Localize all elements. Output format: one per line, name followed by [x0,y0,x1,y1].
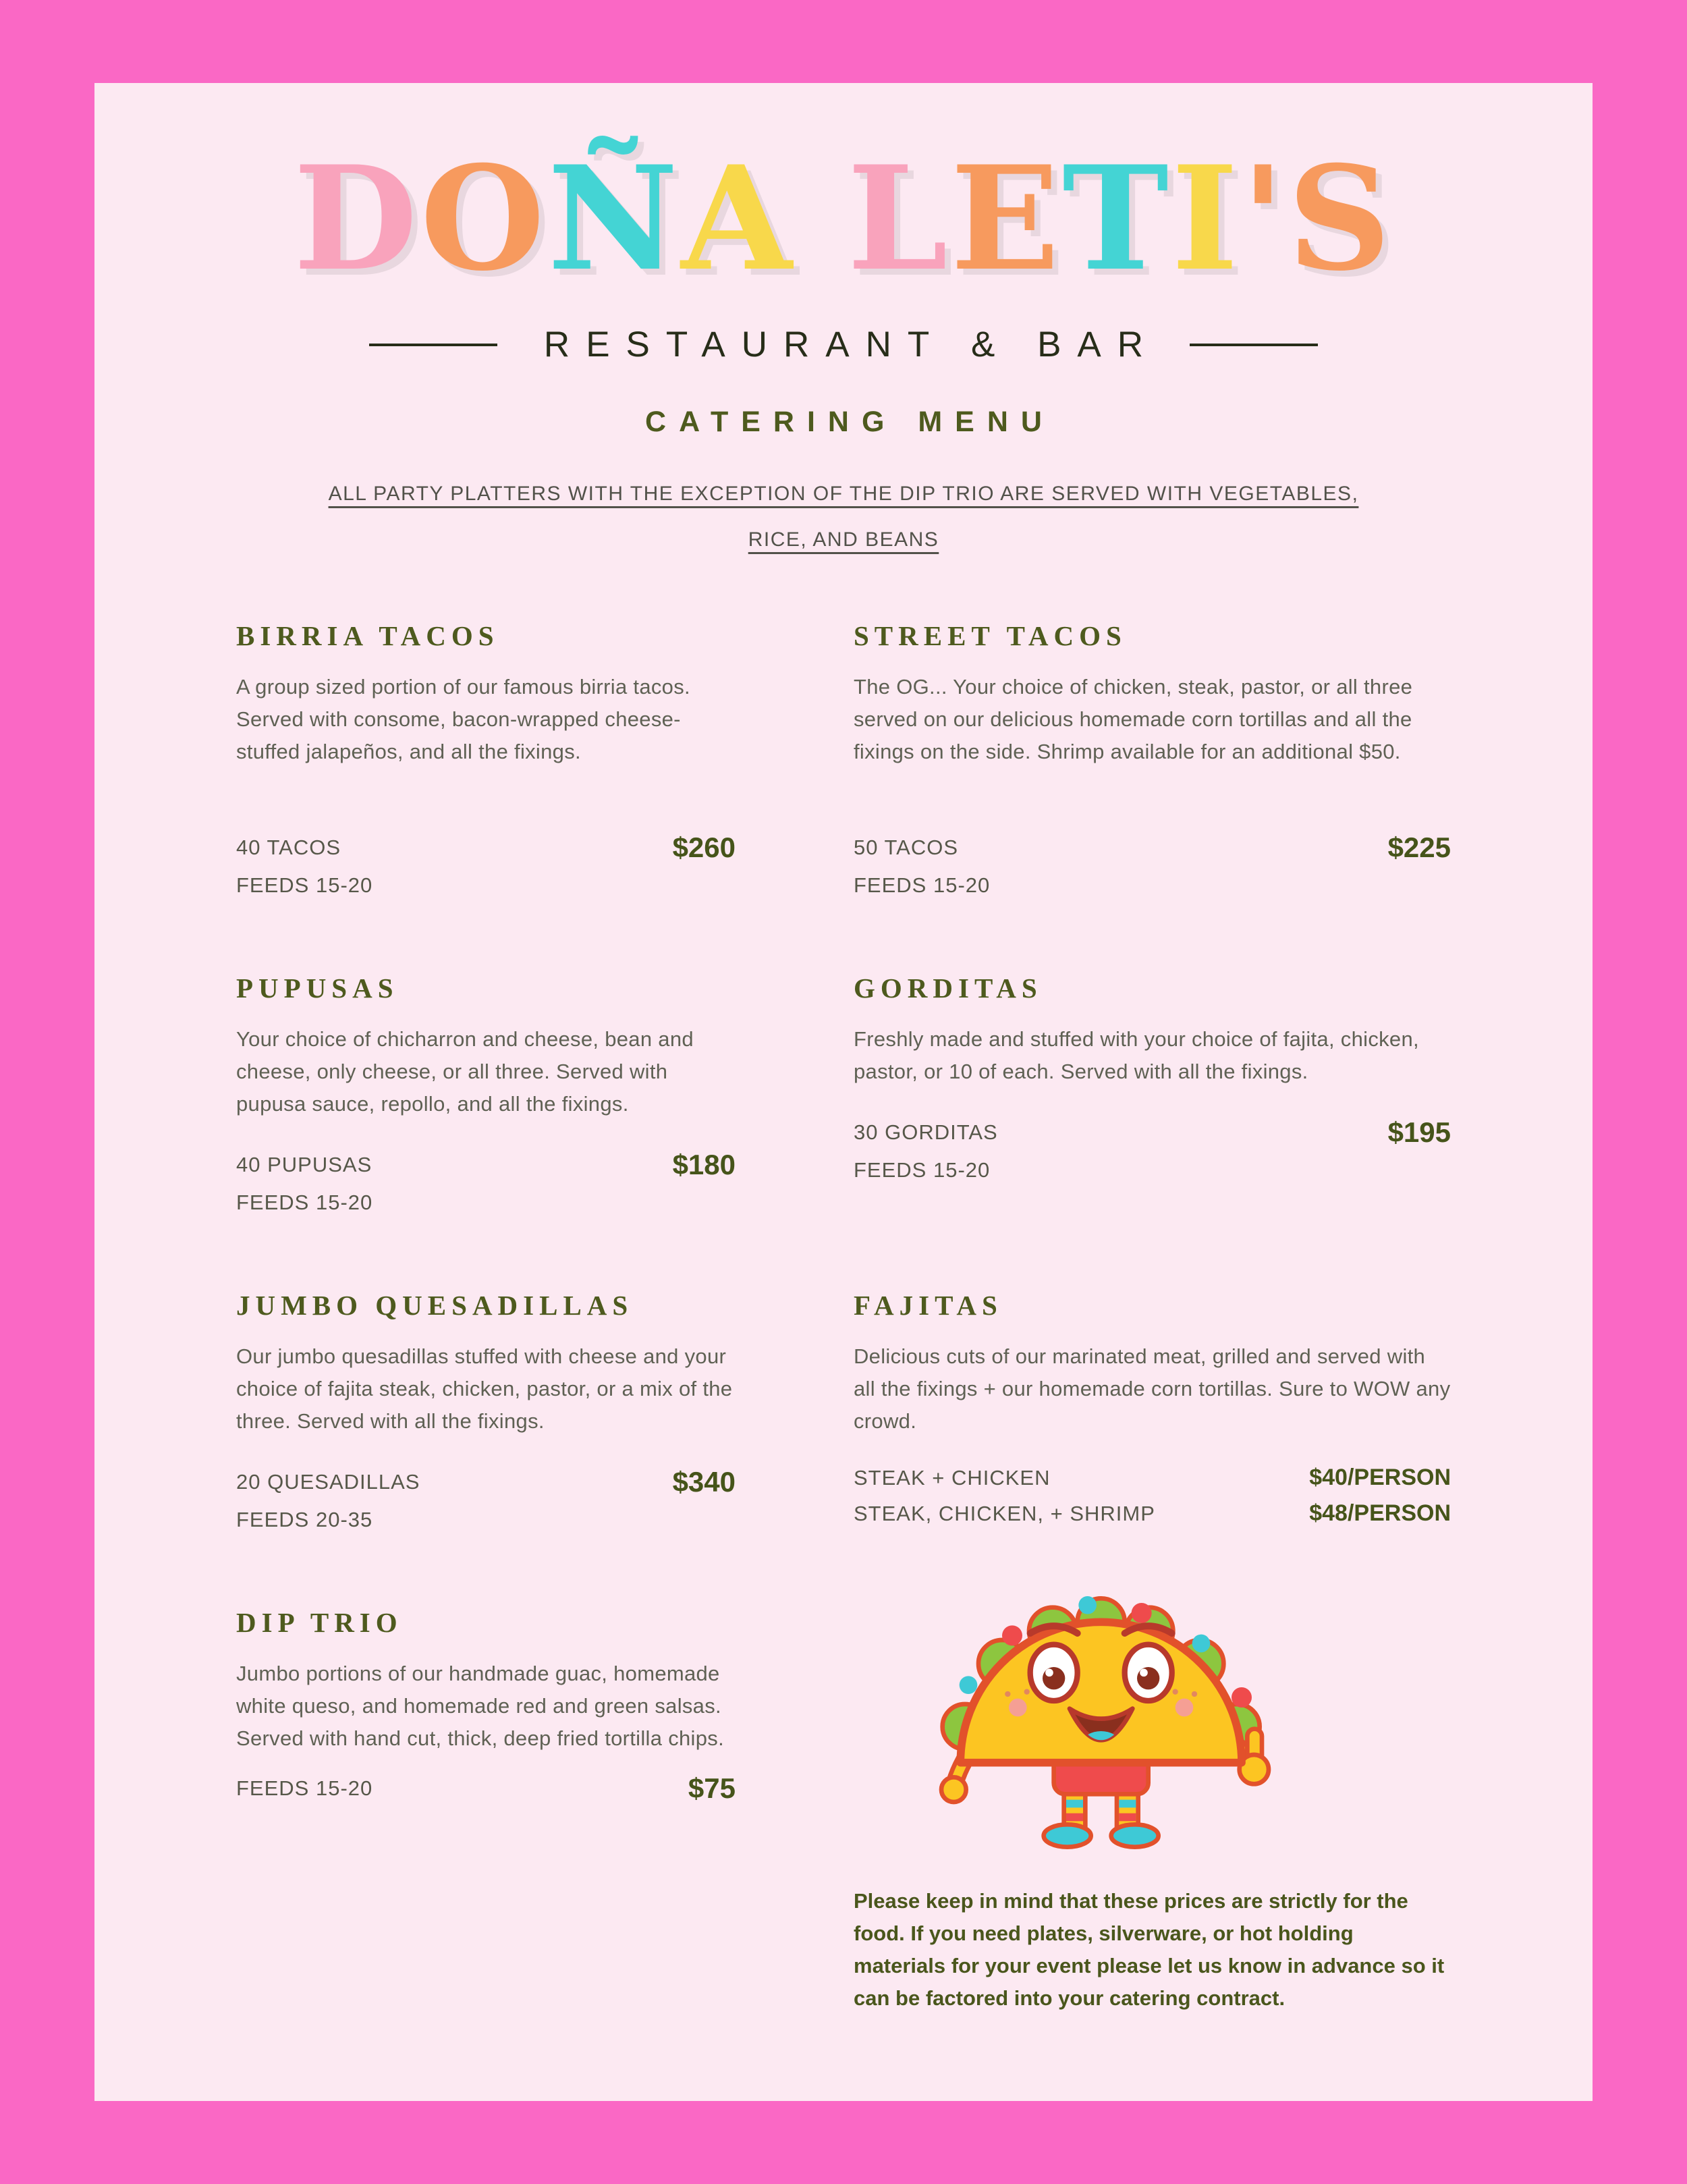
item-price: $225 [1387,831,1451,863]
item-quantity: 40 PUPUSAS [236,1153,372,1177]
section-fajitas [854,1289,1451,1532]
section-title: FAJITAS [854,1290,1003,1321]
item-feeds: FEEDS 15-20 [236,1191,373,1215]
item-price: $340 [672,1466,736,1498]
item-quantity: 20 QUESADILLAS [236,1470,420,1494]
item-option: STEAK, CHICKEN, + SHRIMP [854,1501,1155,1525]
section-description: The OG... Your choice of chicken, steak, pastor, or all three served on our delicious homemade corn tortillas and all the fixings on the side. Shrimp available for an additional $50. [854,675,1413,764]
item-quantity: 50 TACOS [854,836,959,859]
section-title: PUPUSAS [236,973,399,1004]
menu-item-row [236,1149,736,1181]
section-description: Our jumbo quesadillas stuffed with cheese and your choice of fajita steak, chicken, pastor, or a mix of the three. Served with all the fixings. [236,1344,733,1434]
section-description: Jumbo portions of our handmade guac, homemade white queso, and homemade red and green salsas. Served with hand cut, thick, deep fried tortilla chips. [236,1662,724,1751]
item-feeds: FEEDS 15-20 [854,873,991,897]
pricing-disclaimer: Please keep in mind that these prices are strictly for the food. If you need plates, silverware, or hot holding materials for your event please let us know in advance so it can be factored into your catering contract. [854,1889,1445,2011]
item-feeds: FEEDS 20-35 [236,1508,373,1532]
menu-page [94,83,1593,2101]
subtitle-line-left [369,344,497,346]
section-title: STREET TACOS [854,620,1127,651]
menu-header [236,134,1451,562]
section-description: Your choice of chicharron and cheese, bean and cheese, only cheese, or all three. Served with pupusa sauce, repollo, and all the fixings. [236,1027,694,1116]
item-quantity: 30 GORDITAS [854,1120,998,1145]
section-pupusas [236,972,736,1215]
menu-item-row [236,1772,736,1805]
item-option: STEAK + CHICKEN [854,1465,1051,1490]
taco-mascot-icon [935,1589,1272,1853]
section-description: Freshly made and stuffed with your choice of fajita, chicken, pastor, or 10 of each. Served with all the fixings. [854,1027,1419,1084]
section-street-tacos [854,620,1451,898]
section-jumbo-quesadillas [236,1289,736,1532]
mascot-and-footer [854,1606,1451,2036]
menu-item-row [854,831,1451,864]
menu-item-row [854,1465,1451,1491]
item-price: $40/PERSON [1309,1465,1451,1491]
section-birria-tacos [236,620,736,898]
restaurant-subtitle: RESTAURANT & BAR [543,325,1160,364]
section-title: GORDITAS [854,973,1043,1004]
section-description: A group sized portion of our famous birria tacos. Served with consome, bacon-wrapped cheese-stuffed jalapeños, and all the fixings. [236,675,690,764]
section-gorditas [854,972,1451,1215]
item-price: $180 [672,1149,736,1181]
item-feeds: FEEDS 15-20 [236,873,373,897]
item-feeds: FEEDS 15-20 [236,1776,373,1801]
item-price: $260 [672,831,736,863]
menu-note-line-2: RICE, AND BEANS [748,528,939,551]
menu-type-title: CATERING MENU [645,406,1055,438]
item-price: $75 [688,1772,736,1805]
section-title: BIRRIA TACOS [236,620,499,651]
item-quantity: 40 TACOS [236,836,341,859]
menu-note [236,471,1451,562]
section-title: DIP TRIO [236,1607,403,1639]
menu-item-row [236,831,736,864]
section-title: JUMBO QUESADILLAS [236,1290,634,1321]
subtitle-line-right [1190,344,1318,346]
section-description: Delicious cuts of our marinated meat, grilled and served with all the fixings + our homemade corn tortillas. Sure to WOW any crowd. [854,1344,1451,1434]
item-price: $48/PERSON [1309,1500,1451,1527]
menu-grid [236,620,1451,2036]
subtitle-row [236,324,1451,365]
section-dip-trio [236,1606,736,2036]
menu-item-row [236,1466,736,1498]
restaurant-name: DOÑA LETI'S [293,134,1394,302]
item-price: $195 [1387,1116,1451,1149]
menu-item-row [854,1500,1451,1527]
item-feeds: FEEDS 15-20 [854,1158,991,1182]
menu-note-line-1: ALL PARTY PLATTERS WITH THE EXCEPTION OF THE DIP TRIO ARE SERVED WITH VEGETABLES, [328,483,1359,505]
menu-item-row [854,1116,1451,1149]
